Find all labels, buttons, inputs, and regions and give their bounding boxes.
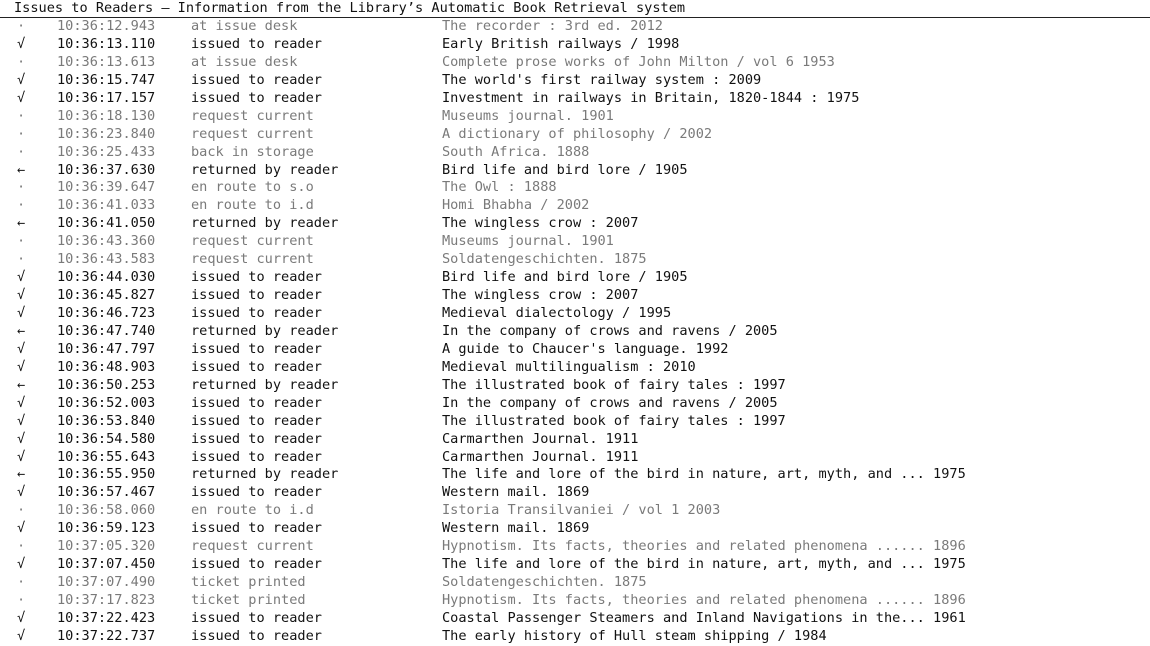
log-timestamp: 10:36:55.643: [57, 448, 156, 465]
log-timestamp: 10:36:23.840: [57, 125, 156, 142]
log-row: [0, 592, 1150, 610]
status-symbol-icon: √: [17, 520, 26, 537]
book-title: Western mail. 1869: [442, 520, 590, 537]
log-status: request current: [191, 251, 314, 268]
book-title: In the company of crows and ravens / 2005: [442, 394, 778, 411]
log-row: [0, 126, 1150, 144]
log-status: issued to reader: [191, 358, 322, 375]
log-timestamp: 10:37:07.490: [57, 574, 156, 591]
status-symbol-icon: ←: [17, 161, 26, 178]
book-title: Medieval multilingualism : 2010: [442, 358, 696, 375]
book-title: Carmarthen Journal. 1911: [442, 448, 639, 465]
log-status: returned by reader: [191, 322, 339, 339]
log-row: [0, 574, 1150, 592]
log-timestamp: 10:37:17.823: [57, 592, 156, 608]
log-status: back in storage: [191, 143, 314, 160]
log-status: issued to reader: [191, 484, 322, 501]
status-symbol-icon: √: [17, 358, 26, 375]
status-symbol-icon: ·: [17, 197, 26, 214]
log-row: [0, 538, 1150, 556]
log-row: [0, 413, 1150, 431]
log-timestamp: 10:36:43.360: [57, 233, 156, 250]
log-row: [0, 251, 1150, 269]
log-status: request current: [191, 125, 314, 142]
log-row: [0, 162, 1150, 180]
log-row: [0, 233, 1150, 251]
log-status: ticket printed: [191, 574, 306, 591]
log-row: [0, 628, 1150, 646]
status-symbol-icon: ·: [17, 107, 26, 124]
log-timestamp: 10:36:13.110: [57, 35, 156, 52]
book-title: Museums journal. 1901: [442, 233, 614, 250]
book-title: The wingless crow : 2007: [442, 215, 639, 232]
status-symbol-icon: √: [17, 448, 26, 465]
log-timestamp: 10:36:39.647: [57, 179, 156, 196]
status-symbol-icon: √: [17, 269, 26, 286]
log-row: [0, 484, 1150, 502]
log-row: [0, 54, 1150, 72]
status-symbol-icon: ·: [17, 574, 26, 591]
log-status: returned by reader: [191, 376, 339, 393]
log-status: issued to reader: [191, 287, 322, 304]
log-timestamp: 10:36:43.583: [57, 251, 156, 268]
log-row: [0, 502, 1150, 520]
log-timestamp: 10:36:47.797: [57, 340, 156, 357]
status-symbol-icon: ·: [17, 125, 26, 142]
log-timestamp: 10:36:18.130: [57, 107, 156, 124]
status-symbol-icon: ·: [17, 179, 26, 196]
log-row: [0, 179, 1150, 197]
log-status: issued to reader: [191, 269, 322, 286]
log-row: [0, 36, 1150, 54]
log-status: issued to reader: [191, 35, 322, 52]
status-symbol-icon: ·: [17, 53, 26, 70]
log-status: request current: [191, 107, 314, 124]
log-timestamp: 10:37:22.737: [57, 627, 156, 644]
log-timestamp: 10:37:07.450: [57, 556, 156, 573]
log-status: issued to reader: [191, 430, 322, 447]
book-title: Early British railways / 1998: [442, 35, 680, 52]
log-status: request current: [191, 538, 314, 555]
log-timestamp: 10:36:55.950: [57, 466, 156, 483]
book-title: Bird life and bird lore / 1905: [442, 161, 688, 178]
log-status: request current: [191, 233, 314, 250]
log-timestamp: 10:36:25.433: [57, 143, 156, 160]
log-status: issued to reader: [191, 609, 322, 626]
log-timestamp: 10:36:15.747: [57, 71, 156, 88]
log-row: [0, 466, 1150, 484]
book-title: Hypnotism. Its facts, theories and related phenomena ...... 1896: [442, 592, 966, 608]
book-title: The world's first railway system : 2009: [442, 71, 762, 88]
log-timestamp: 10:36:50.253: [57, 376, 156, 393]
book-title: The illustrated book of fairy tales : 1997: [442, 376, 786, 393]
log-row: [0, 90, 1150, 108]
log-timestamp: 10:36:46.723: [57, 305, 156, 321]
log-status: issued to reader: [191, 71, 322, 88]
status-symbol-icon: ·: [17, 538, 26, 555]
log-status: ticket printed: [191, 592, 306, 608]
log-row: [0, 144, 1150, 162]
book-title: Soldatengeschichten. 1875: [442, 574, 647, 591]
book-title: The life and lore of the bird in nature, art, myth, and ... 1975: [442, 556, 966, 573]
book-title: The early history of Hull steam shipping / 1984: [442, 627, 827, 644]
book-title: The life and lore of the bird in nature, art, myth, and ... 1975: [442, 466, 966, 483]
log-status: issued to reader: [191, 89, 322, 106]
log-status: at issue desk: [191, 53, 298, 70]
issue-log-list: [0, 18, 1150, 646]
book-title: In the company of crows and ravens / 2005: [442, 322, 778, 339]
status-symbol-icon: √: [17, 430, 26, 447]
book-title: The wingless crow : 2007: [442, 287, 639, 304]
log-timestamp: 10:37:22.423: [57, 609, 156, 626]
log-timestamp: 10:36:59.123: [57, 520, 156, 537]
log-timestamp: 10:36:57.467: [57, 484, 156, 501]
log-row: [0, 305, 1150, 323]
book-title: Museums journal. 1901: [442, 107, 614, 124]
book-title: Complete prose works of John Milton / vol 6 1953: [442, 53, 835, 70]
log-timestamp: 10:36:48.903: [57, 358, 156, 375]
log-status: issued to reader: [191, 394, 322, 411]
log-row: [0, 341, 1150, 359]
book-title: Medieval dialectology / 1995: [442, 305, 672, 321]
status-symbol-icon: √: [17, 340, 26, 357]
status-symbol-icon: √: [17, 627, 26, 644]
status-symbol-icon: ←: [17, 466, 26, 483]
status-symbol-icon: ·: [17, 143, 26, 160]
book-title: A dictionary of philosophy / 2002: [442, 125, 713, 142]
log-timestamp: 10:36:41.033: [57, 197, 156, 214]
status-symbol-icon: √: [17, 556, 26, 573]
log-timestamp: 10:36:45.827: [57, 287, 156, 304]
log-timestamp: 10:36:12.943: [57, 18, 156, 34]
log-status: at issue desk: [191, 18, 298, 34]
log-row: [0, 108, 1150, 126]
book-title: Homi Bhabha / 2002: [442, 197, 590, 214]
status-symbol-icon: ←: [17, 322, 26, 339]
log-timestamp: 10:36:44.030: [57, 269, 156, 286]
status-symbol-icon: √: [17, 305, 26, 321]
log-row: [0, 287, 1150, 305]
log-row: [0, 72, 1150, 90]
log-row: [0, 18, 1150, 36]
book-title: Western mail. 1869: [442, 484, 590, 501]
page-title: Issues to Readers – Information from the Library’s Automatic Book Retrieval system: [0, 0, 1150, 18]
log-status: returned by reader: [191, 466, 339, 483]
log-status: issued to reader: [191, 556, 322, 573]
log-row: [0, 197, 1150, 215]
book-title: Soldatengeschichten. 1875: [442, 251, 647, 268]
log-status: issued to reader: [191, 412, 322, 429]
log-row: [0, 395, 1150, 413]
book-title: Investment in railways in Britain, 1820-1844 : 1975: [442, 89, 860, 106]
book-title: The Owl : 1888: [442, 179, 557, 196]
log-status: en route to s.o: [191, 179, 314, 196]
status-symbol-icon: √: [17, 412, 26, 429]
log-status: en route to i.d: [191, 502, 314, 519]
book-title: Coastal Passenger Steamers and Inland Navigations in the... 1961: [442, 609, 966, 626]
book-title: Hypnotism. Its facts, theories and related phenomena ...... 1896: [442, 538, 966, 555]
log-timestamp: 10:36:54.580: [57, 430, 156, 447]
status-symbol-icon: √: [17, 35, 26, 52]
log-status: issued to reader: [191, 448, 322, 465]
book-title: Bird life and bird lore / 1905: [442, 269, 688, 286]
status-symbol-icon: √: [17, 484, 26, 501]
log-timestamp: 10:36:52.003: [57, 394, 156, 411]
status-symbol-icon: ←: [17, 376, 26, 393]
log-row: [0, 431, 1150, 449]
status-symbol-icon: ·: [17, 502, 26, 519]
log-row: [0, 215, 1150, 233]
log-row: [0, 269, 1150, 287]
log-row: [0, 323, 1150, 341]
log-row: [0, 359, 1150, 377]
log-timestamp: 10:36:13.613: [57, 53, 156, 70]
book-title: The recorder : 3rd ed. 2012: [442, 18, 663, 34]
log-row: [0, 520, 1150, 538]
log-status: issued to reader: [191, 627, 322, 644]
status-symbol-icon: √: [17, 89, 26, 106]
log-status: returned by reader: [191, 161, 339, 178]
book-title: Istoria Transilvaniei / vol 1 2003: [442, 502, 721, 519]
log-row: [0, 449, 1150, 467]
status-symbol-icon: √: [17, 287, 26, 304]
book-title: The illustrated book of fairy tales : 1997: [442, 412, 786, 429]
status-symbol-icon: √: [17, 609, 26, 626]
status-symbol-icon: √: [17, 394, 26, 411]
status-symbol-icon: ·: [17, 233, 26, 250]
status-symbol-icon: ·: [17, 251, 26, 268]
log-row: [0, 377, 1150, 395]
log-row: [0, 610, 1150, 628]
book-title: Carmarthen Journal. 1911: [442, 430, 639, 447]
log-timestamp: 10:36:37.630: [57, 161, 156, 178]
log-timestamp: 10:36:17.157: [57, 89, 156, 106]
log-status: en route to i.d: [191, 197, 314, 214]
log-status: issued to reader: [191, 340, 322, 357]
log-status: returned by reader: [191, 215, 339, 232]
log-timestamp: 10:36:47.740: [57, 322, 156, 339]
log-row: [0, 556, 1150, 574]
status-symbol-icon: ·: [17, 592, 26, 608]
log-timestamp: 10:36:58.060: [57, 502, 156, 519]
log-timestamp: 10:36:41.050: [57, 215, 156, 232]
log-timestamp: 10:37:05.320: [57, 538, 156, 555]
log-timestamp: 10:36:53.840: [57, 412, 156, 429]
log-status: issued to reader: [191, 520, 322, 537]
status-symbol-icon: √: [17, 71, 26, 88]
book-title: A guide to Chaucer's language. 1992: [442, 340, 729, 357]
log-status: issued to reader: [191, 305, 322, 321]
status-symbol-icon: ←: [17, 215, 26, 232]
book-title: South Africa. 1888: [442, 143, 590, 160]
status-symbol-icon: ·: [17, 18, 26, 34]
